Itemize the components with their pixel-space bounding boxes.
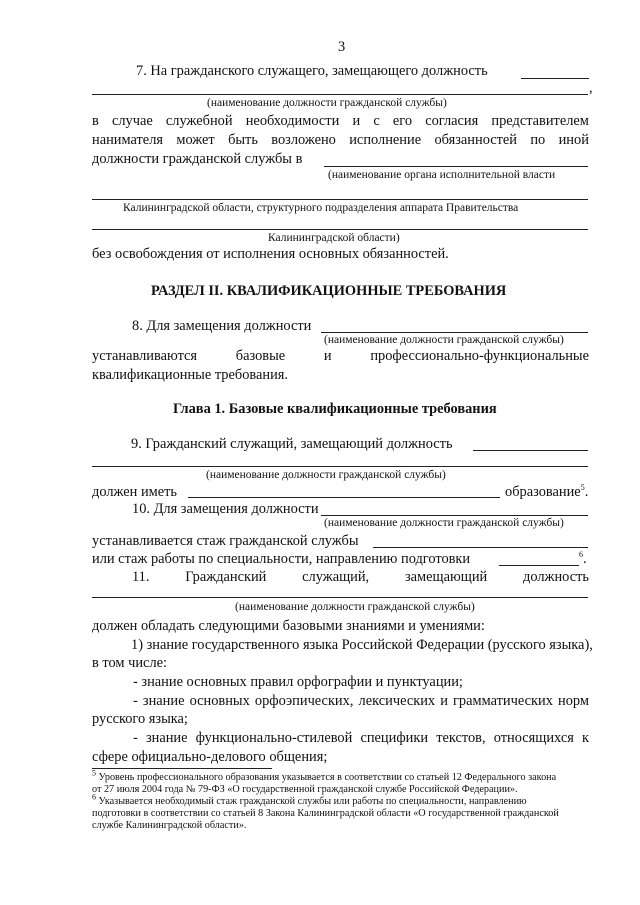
p8-line3: квалификационные требования. bbox=[92, 367, 289, 383]
p11-line5: - знание основных правил орфографии и пунктуации; bbox=[133, 674, 463, 690]
p10-line1: 10. Для замещения должности bbox=[132, 501, 319, 517]
p7-line2: в случае служебной необходимости и с его согласия представителем bbox=[92, 113, 589, 129]
p10-fn: $^6$. bbox=[579, 550, 587, 567]
footnote-6-line2: подготовки в соответствии со статьей 8 Закона Калининградской области «О государственной гражданской bbox=[92, 808, 559, 819]
footnote-5-line1: $^5$ Уровень профессионального образования указывается в соответствии со статьей 12 Федерального закона bbox=[92, 768, 557, 783]
p7-blank5 bbox=[92, 229, 588, 230]
p11-line6: - знание основных орфоэпических, лексических и грамматических норм bbox=[133, 693, 589, 709]
p7-caption4: Калининградской области) bbox=[268, 232, 400, 244]
p9-blank1 bbox=[473, 450, 588, 451]
p9-line2b: образование$^5$. bbox=[505, 483, 589, 500]
p8-blank bbox=[321, 332, 588, 333]
p11-line3: 1) знание государственного языка Российской Федерации (русского языка), bbox=[131, 637, 593, 653]
section-2-title: РАЗДЕЛ II. КВАЛИФИКАЦИОННЫЕ ТРЕБОВАНИЯ bbox=[151, 283, 507, 299]
p11-line9: сфере официально-делового общения; bbox=[92, 749, 328, 765]
p11-blank bbox=[92, 597, 588, 598]
p7-blank1 bbox=[521, 78, 589, 79]
p11-line8: - знание функционально-стилевой специфики текстов, относящихся к bbox=[133, 730, 589, 746]
p7-comma: , bbox=[589, 80, 593, 96]
footnote-6-line1: $^6$ Указывается необходимый стаж гражданской службы или работы по специальности, направлению bbox=[92, 792, 527, 807]
p9-blank2 bbox=[92, 466, 588, 467]
footnote-5-line2: от 27 июля 2004 года № 79-ФЗ «О государственной гражданской службе Российской Федерации». bbox=[92, 784, 518, 795]
p7-line3: нанимателя может быть возложено исполнение обязанностей по иной bbox=[92, 132, 589, 148]
p10-line3: или стаж работы по специальности, направлению подготовки bbox=[92, 551, 471, 567]
p11-line7: русского языка; bbox=[92, 711, 188, 727]
p10-blank1 bbox=[321, 515, 588, 516]
p7-caption3: Калининградской области, структурного подразделения аппарата Правительства bbox=[123, 202, 519, 214]
p8-caption: (наименование должности гражданской службы) bbox=[324, 334, 564, 346]
p9-line1: 9. Гражданский служащий, замещающий должность bbox=[131, 436, 453, 452]
p10-caption: (наименование должности гражданской службы) bbox=[324, 517, 564, 529]
chapter-1-title: Глава 1. Базовые квалификационные требования bbox=[173, 401, 497, 417]
p10-line2: устанавливается стаж гражданской службы bbox=[92, 533, 359, 549]
p9-caption: (наименование должности гражданской службы) bbox=[206, 469, 446, 481]
p8-line1: 8. Для замещения должности bbox=[132, 318, 312, 334]
p11-caption: (наименование должности гражданской службы) bbox=[235, 601, 475, 613]
p11-line2: должен обладать следующими базовыми знаниями и умениями: bbox=[92, 618, 485, 634]
p7-caption2: (наименование органа исполнительной власти bbox=[328, 169, 556, 181]
footnote-ref-6: 6 bbox=[579, 550, 583, 560]
p10-blank3 bbox=[499, 565, 579, 566]
p7-blank3 bbox=[324, 166, 588, 167]
p7-blank2 bbox=[92, 94, 588, 95]
p7-line4: должности гражданской службы в bbox=[92, 151, 303, 167]
p7-line1: 7. На гражданского служащего, замещающего должность bbox=[136, 63, 488, 79]
footnote-separator bbox=[92, 768, 272, 769]
p11-line1: 11. Гражданский служащий, замещающий должность bbox=[132, 569, 589, 585]
page-number: 3 bbox=[338, 39, 346, 55]
p7-caption1: (наименование должности гражданской службы) bbox=[207, 97, 447, 109]
p8-line2: устанавливаются базовые и профессионально-функциональные bbox=[92, 348, 589, 364]
p7-line5: без освобождения от исполнения основных обязанностей. bbox=[92, 246, 449, 262]
p7-blank4 bbox=[92, 199, 588, 200]
p10-blank2 bbox=[373, 547, 588, 548]
p9-line2a: должен иметь bbox=[92, 484, 177, 500]
p11-line4: в том числе: bbox=[92, 655, 168, 671]
p9-blank3 bbox=[188, 497, 500, 498]
footnote-ref-5: 5 bbox=[580, 483, 585, 493]
footnote-6-line3: службе Калининградской области». bbox=[92, 820, 247, 831]
